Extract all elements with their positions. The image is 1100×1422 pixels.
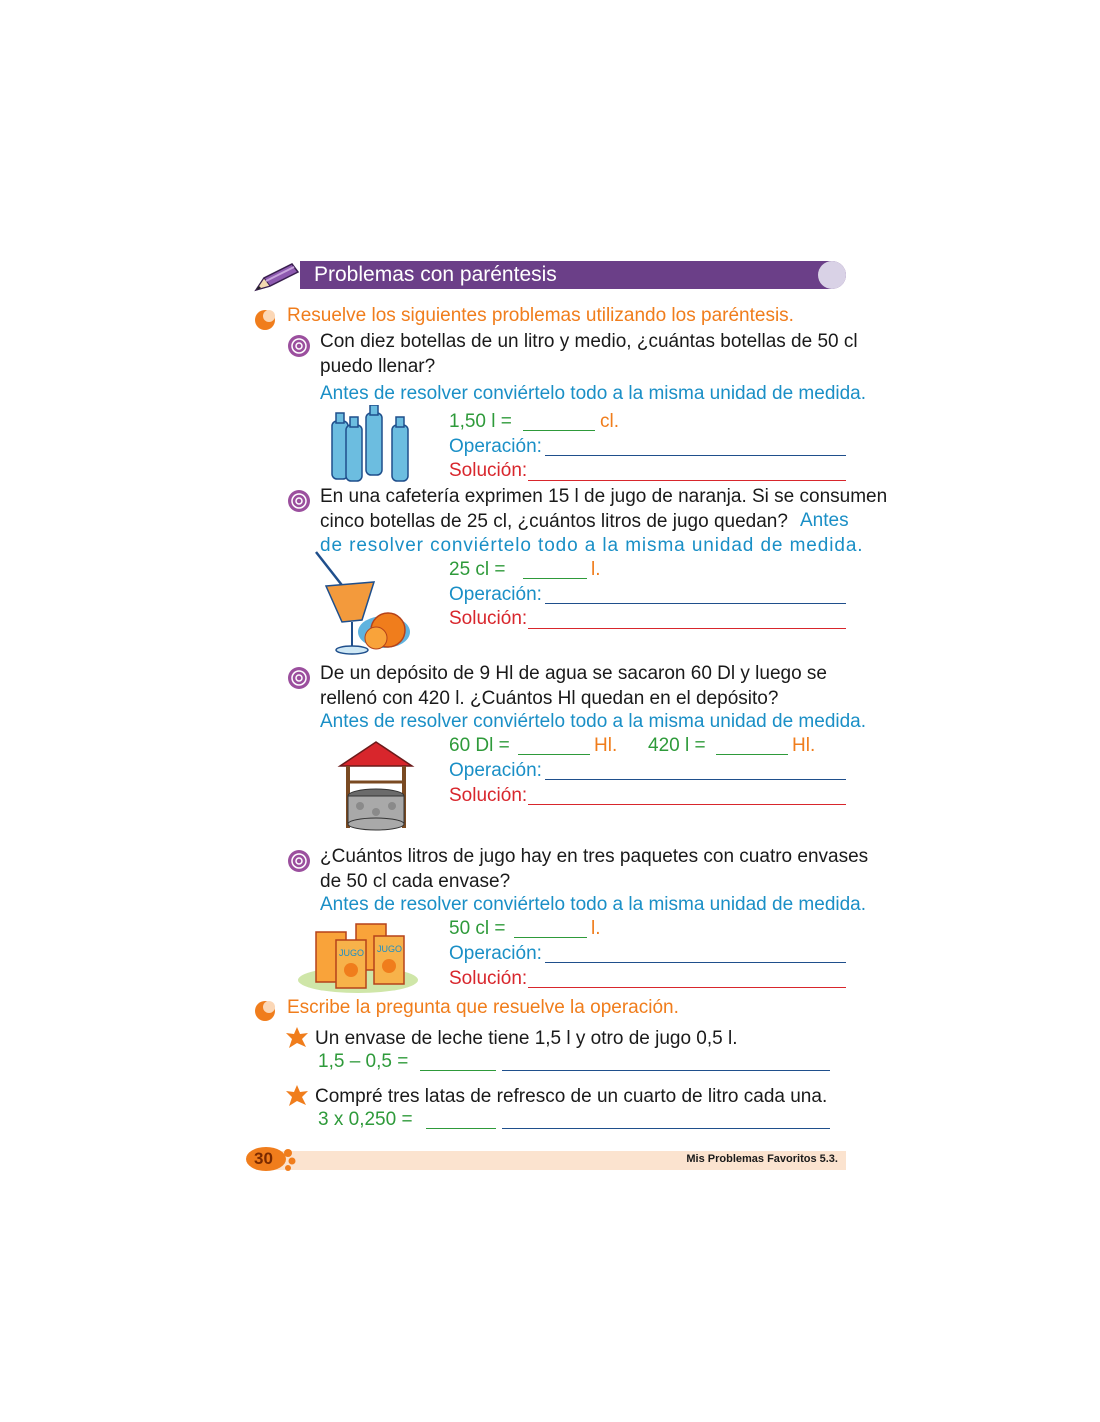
spiral-bullet-icon <box>286 333 312 359</box>
problem4-conversion-blank[interactable] <box>514 937 587 938</box>
book-title: Mis Problemas Favoritos 5.3. <box>686 1153 838 1165</box>
section2-item2-statement: Compré tres latas de refresco de un cuarto de litro cada una. <box>315 1086 828 1107</box>
section2-item1-question-blank[interactable] <box>502 1070 830 1071</box>
page-number: 30 <box>254 1149 273 1168</box>
problem2-hint-line: de resolver conviértelo todo a la misma unidad de medida. <box>320 535 864 556</box>
problem4-solution-label: Solución: <box>449 968 528 989</box>
problem2-conversion-unit: l. <box>591 559 601 580</box>
pencil-icon <box>252 260 302 294</box>
problem2-hint-inline: Antes <box>800 510 849 531</box>
problem2-line1: En una cafetería exprimen 15 l de jugo de naranja. Si se consumen <box>320 486 888 507</box>
problem1-line2: puedo llenar? <box>320 356 436 377</box>
problem3-solution-label: Solución: <box>449 785 528 806</box>
orange-bullet-icon <box>252 307 278 331</box>
problem4-hint: Antes de resolver conviértelo todo a la misma unidad de medida. <box>320 894 867 915</box>
problem2-solution-label: Solución: <box>449 608 528 629</box>
section2-item1-statement: Un envase de leche tiene 1,5 l y otro de jugo 0,5 l. <box>315 1028 738 1049</box>
problem3-line2: rellenó con 420 l. ¿Cuántos Hl quedan en el depósito? <box>320 688 779 709</box>
star-bullet-icon <box>285 1084 309 1108</box>
problem3-operation-label: Operación: <box>449 760 542 781</box>
problem4-operation-label: Operación: <box>449 943 542 964</box>
problem4-conversion-unit: l. <box>591 918 601 939</box>
problem3-conversion-unit: Hl. <box>594 735 618 756</box>
problem1-line1: Con diez botellas de un litro y medio, ¿cuántas botellas de 50 cl <box>320 331 858 352</box>
problem3-line1: De un depósito de 9 Hl de agua se sacaron 60 Dl y luego se <box>320 663 827 684</box>
problem2-solution-blank[interactable] <box>528 628 846 629</box>
problem4-solution-blank[interactable] <box>528 987 846 988</box>
header-bar-cap <box>818 261 846 289</box>
problem1-conversion-unit: cl. <box>600 411 619 432</box>
problem2-operation-blank[interactable] <box>545 603 846 604</box>
problem1-hint: Antes de resolver conviértelo todo a la misma unidad de medida. <box>320 383 867 404</box>
problem2-operation-label: Operación: <box>449 584 542 605</box>
spiral-bullet-icon <box>286 665 312 691</box>
section2-item2-operation: 3 x 0,250 = <box>318 1109 413 1130</box>
problem2-line2: cinco botellas de 25 cl, ¿cuántos litros de jugo quedan? <box>320 511 788 532</box>
problem1-solution-blank[interactable] <box>528 480 846 481</box>
page-title: Problemas con paréntesis <box>314 263 557 286</box>
problem4-line2: de 50 cl cada envase? <box>320 871 511 892</box>
section2-instruction: Escribe la pregunta que resuelve la operación. <box>287 997 679 1018</box>
problem1-operation-blank[interactable] <box>545 455 846 456</box>
problem3-conversion2-blank[interactable] <box>716 754 788 755</box>
section2-item1-operation: 1,5 – 0,5 = <box>318 1051 409 1072</box>
problem2-conversion: 25 cl = <box>449 559 506 580</box>
problem1-conversion-blank[interactable] <box>523 430 595 431</box>
juice-box-label: JUGO <box>339 948 365 958</box>
section2-item2-question-blank[interactable] <box>502 1128 830 1129</box>
problem3-conversion2: 420 l = <box>648 735 706 756</box>
problem3-conversion2-unit: Hl. <box>792 735 816 756</box>
section2-item2-result-blank[interactable] <box>426 1128 496 1129</box>
problem1-operation-label: Operación: <box>449 436 542 457</box>
problem1-conversion: 1,50 l = <box>449 411 512 432</box>
spiral-bullet-icon <box>286 848 312 874</box>
problem1-solution-label: Solución: <box>449 460 528 481</box>
problem4-operation-blank[interactable] <box>545 962 846 963</box>
orange-juice-image <box>312 550 417 660</box>
juice-boxes-image <box>298 918 420 994</box>
problem2-conversion-blank[interactable] <box>523 578 587 579</box>
problem3-conversion: 60 Dl = <box>449 735 510 756</box>
water-bottles-image <box>326 405 416 483</box>
problem3-operation-blank[interactable] <box>545 779 846 780</box>
problem4-line1: ¿Cuántos litros de jugo hay en tres paquetes con cuatro envases <box>320 846 869 867</box>
star-bullet-icon <box>285 1026 309 1050</box>
section2-item1-result-blank[interactable] <box>420 1070 496 1071</box>
problem3-conversion-blank[interactable] <box>518 754 590 755</box>
problem3-solution-blank[interactable] <box>528 804 846 805</box>
orange-bullet-icon <box>252 998 278 1022</box>
spiral-bullet-icon <box>286 488 312 514</box>
problem4-conversion: 50 cl = <box>449 918 506 939</box>
section1-instruction: Resuelve los siguientes problemas utilizando los paréntesis. <box>287 305 794 326</box>
juice-box-label: JUGO <box>377 944 403 954</box>
water-well-image <box>336 740 416 832</box>
problem3-hint: Antes de resolver conviértelo todo a la misma unidad de medida. <box>320 711 867 732</box>
